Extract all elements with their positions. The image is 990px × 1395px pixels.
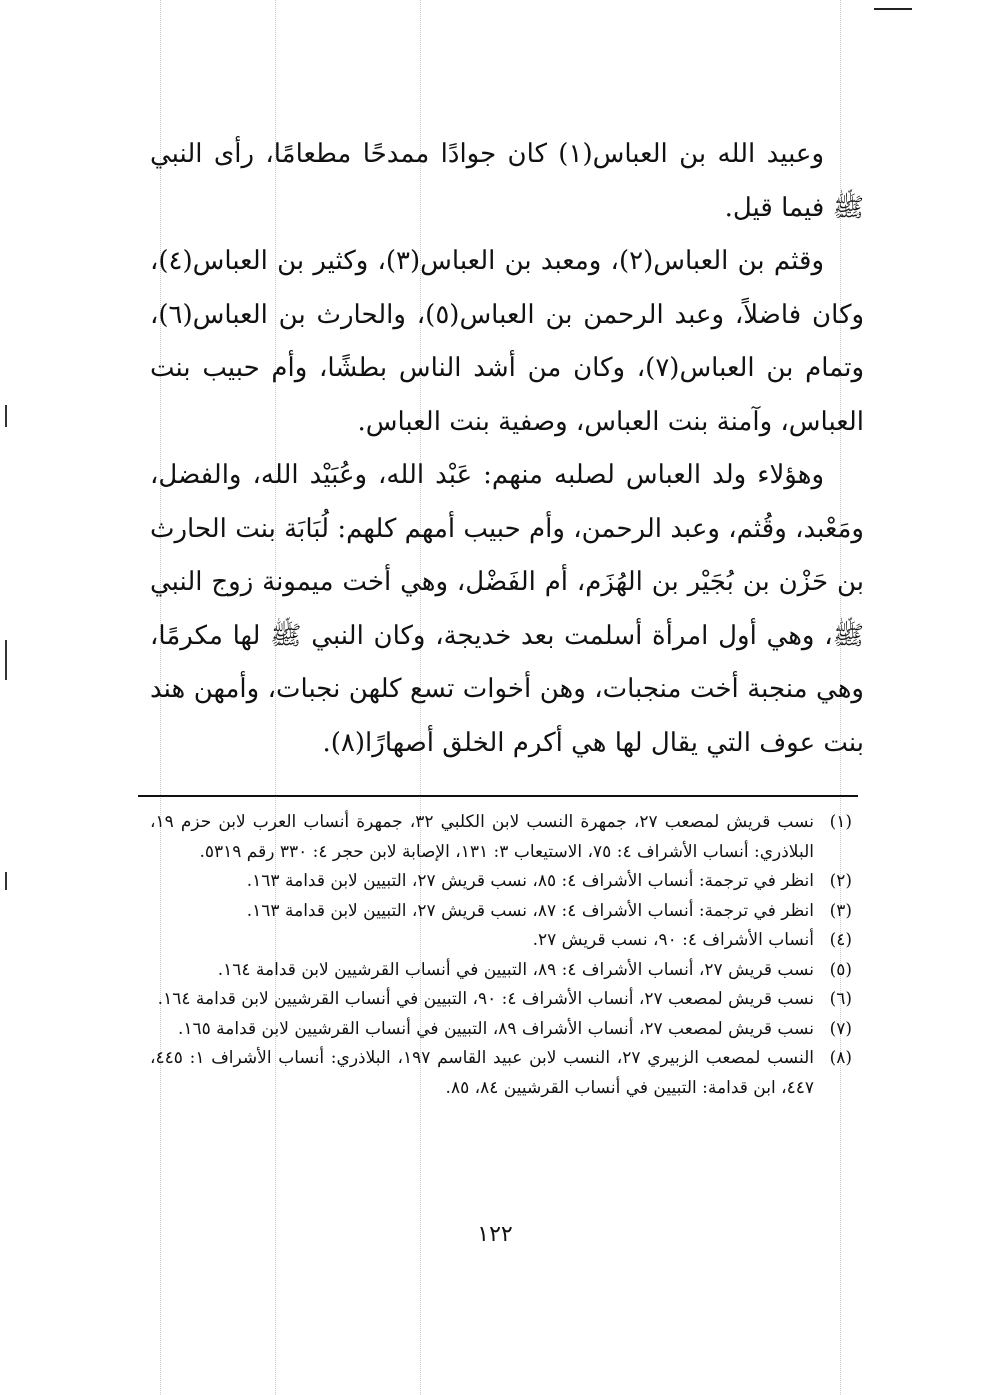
footnote-text: نسب قريش لمصعب ٢٧، جمهرة النسب لابن الكلبي ٣٢، جمهرة أنساب العرب لابن حزم ١٩، البلاذري: أنساب الأشراف ٤: ٧٥، الاستيعاب ٣: ١٣١، الإصابة لابن حجر ٤: ٣٣٠ رقم ٥٣١٩.	[150, 812, 815, 862]
scan-edge-mark	[5, 640, 7, 680]
paragraph-2: وقثم بن العباس(٢)، ومعبد بن العباس(٣)، وكثير بن العباس(٤)، وكان فاضلاً، وعبد الرحمن بن العباس(٥)، والحارث بن العباس(٦)، وتمام بن العباس(٧)، وكان من أشد الناس بطشًا، وأم حبيب بنت العباس، وآمنة بنت العباس، وصفية بنت العباس.	[150, 246, 865, 437]
footnote-number: (١)	[829, 812, 852, 832]
footnote-number: (٨)	[829, 1048, 852, 1068]
footnote-number: (٤)	[829, 930, 852, 950]
footnote	[150, 808, 852, 867]
page-number: ١٢٢	[477, 1222, 513, 1247]
footnote	[150, 926, 852, 956]
paragraph-3: وهؤلاء ولد العباس لصلبه منهم: عَبْد الله، وعُبَيْد الله، والفضل، ومَعْبد، وقُثم، وعبد الرحمن، وأم حبيب أمهم كلهم: لُبَابَة بنت الحارث بن حَزْن بن بُجَيْر بن الهُزَم، أم الفَضْل، وهي أخت ميمونة زوج النبي ﷺ، وهي أول امرأة أسلمت بعد خديجة، وكان النبي ﷺ لها مكرمًا، وهي منجبة أخت منجبات، وهن أخوات تسع كلهن نجبات، وأمهن هند بنت عوف التي يقال لها هي أكرم الخلق أصهارًا(٨).	[150, 460, 864, 758]
footnote	[150, 897, 852, 927]
footnote-separator	[138, 795, 858, 797]
footnote-text: أنساب الأشراف ٤: ٩٠، نسب قريش ٢٧.	[532, 930, 814, 950]
footnote-text: نسب قريش ٢٧، أنساب الأشراف ٤: ٨٩، التبيين في أنساب القرشيين لابن قدامة ١٦٤.	[217, 959, 814, 980]
main-text	[150, 128, 864, 770]
footnote-number: (٧)	[829, 1018, 852, 1039]
footnote-number: (٦)	[829, 989, 852, 1009]
footnote-number: (٢)	[829, 871, 852, 891]
scan-top-rule	[874, 8, 912, 10]
paragraph-1: وعبيد الله بن العباس(١) كان جوادًا ممدحًا مطعامًا، رأى النبي ﷺ فيما قيل.	[150, 139, 864, 223]
footnote-text: النسب لمصعب الزبيري ٢٧، النسب لابن عبيد القاسم ١٩٧، البلاذري: أنساب الأشراف ١: ٤٤٥، ٤٤٧، ابن قدامة: التبيين في أنساب القرشيين ٨٤، ٨٥.	[150, 1048, 814, 1098]
footnote	[150, 1044, 852, 1103]
footnote-number: (٥)	[829, 959, 852, 980]
footnote	[150, 956, 852, 986]
footnote	[150, 985, 852, 1015]
footnote	[150, 867, 852, 897]
scan-edge-mark	[5, 872, 7, 890]
footnote	[150, 1015, 852, 1045]
footnote-number: (٣)	[829, 900, 852, 921]
scan-edge-mark	[5, 405, 7, 427]
footnote-text: انظر في ترجمة: أنساب الأشراف ٤: ٨٧، نسب قريش ٢٧، التبيين لابن قدامة ١٦٣.	[246, 900, 814, 921]
footnote-text: نسب قريش لمصعب ٢٧، أنساب الأشراف ٨٩، التبيين في أنساب القرشيين لابن قدامة ١٦٥.	[177, 1018, 814, 1039]
footnotes	[150, 808, 852, 1103]
footnote-text: نسب قريش لمصعب ٢٧، أنساب الأشراف ٤: ٩٠، التبيين في أنساب القرشيين لابن قدامة ١٦٤.	[157, 989, 814, 1009]
footnote-text: انظر في ترجمة: أنساب الأشراف ٤: ٨٥، نسب قريش ٢٧، التبيين لابن قدامة ١٦٣.	[246, 871, 814, 891]
